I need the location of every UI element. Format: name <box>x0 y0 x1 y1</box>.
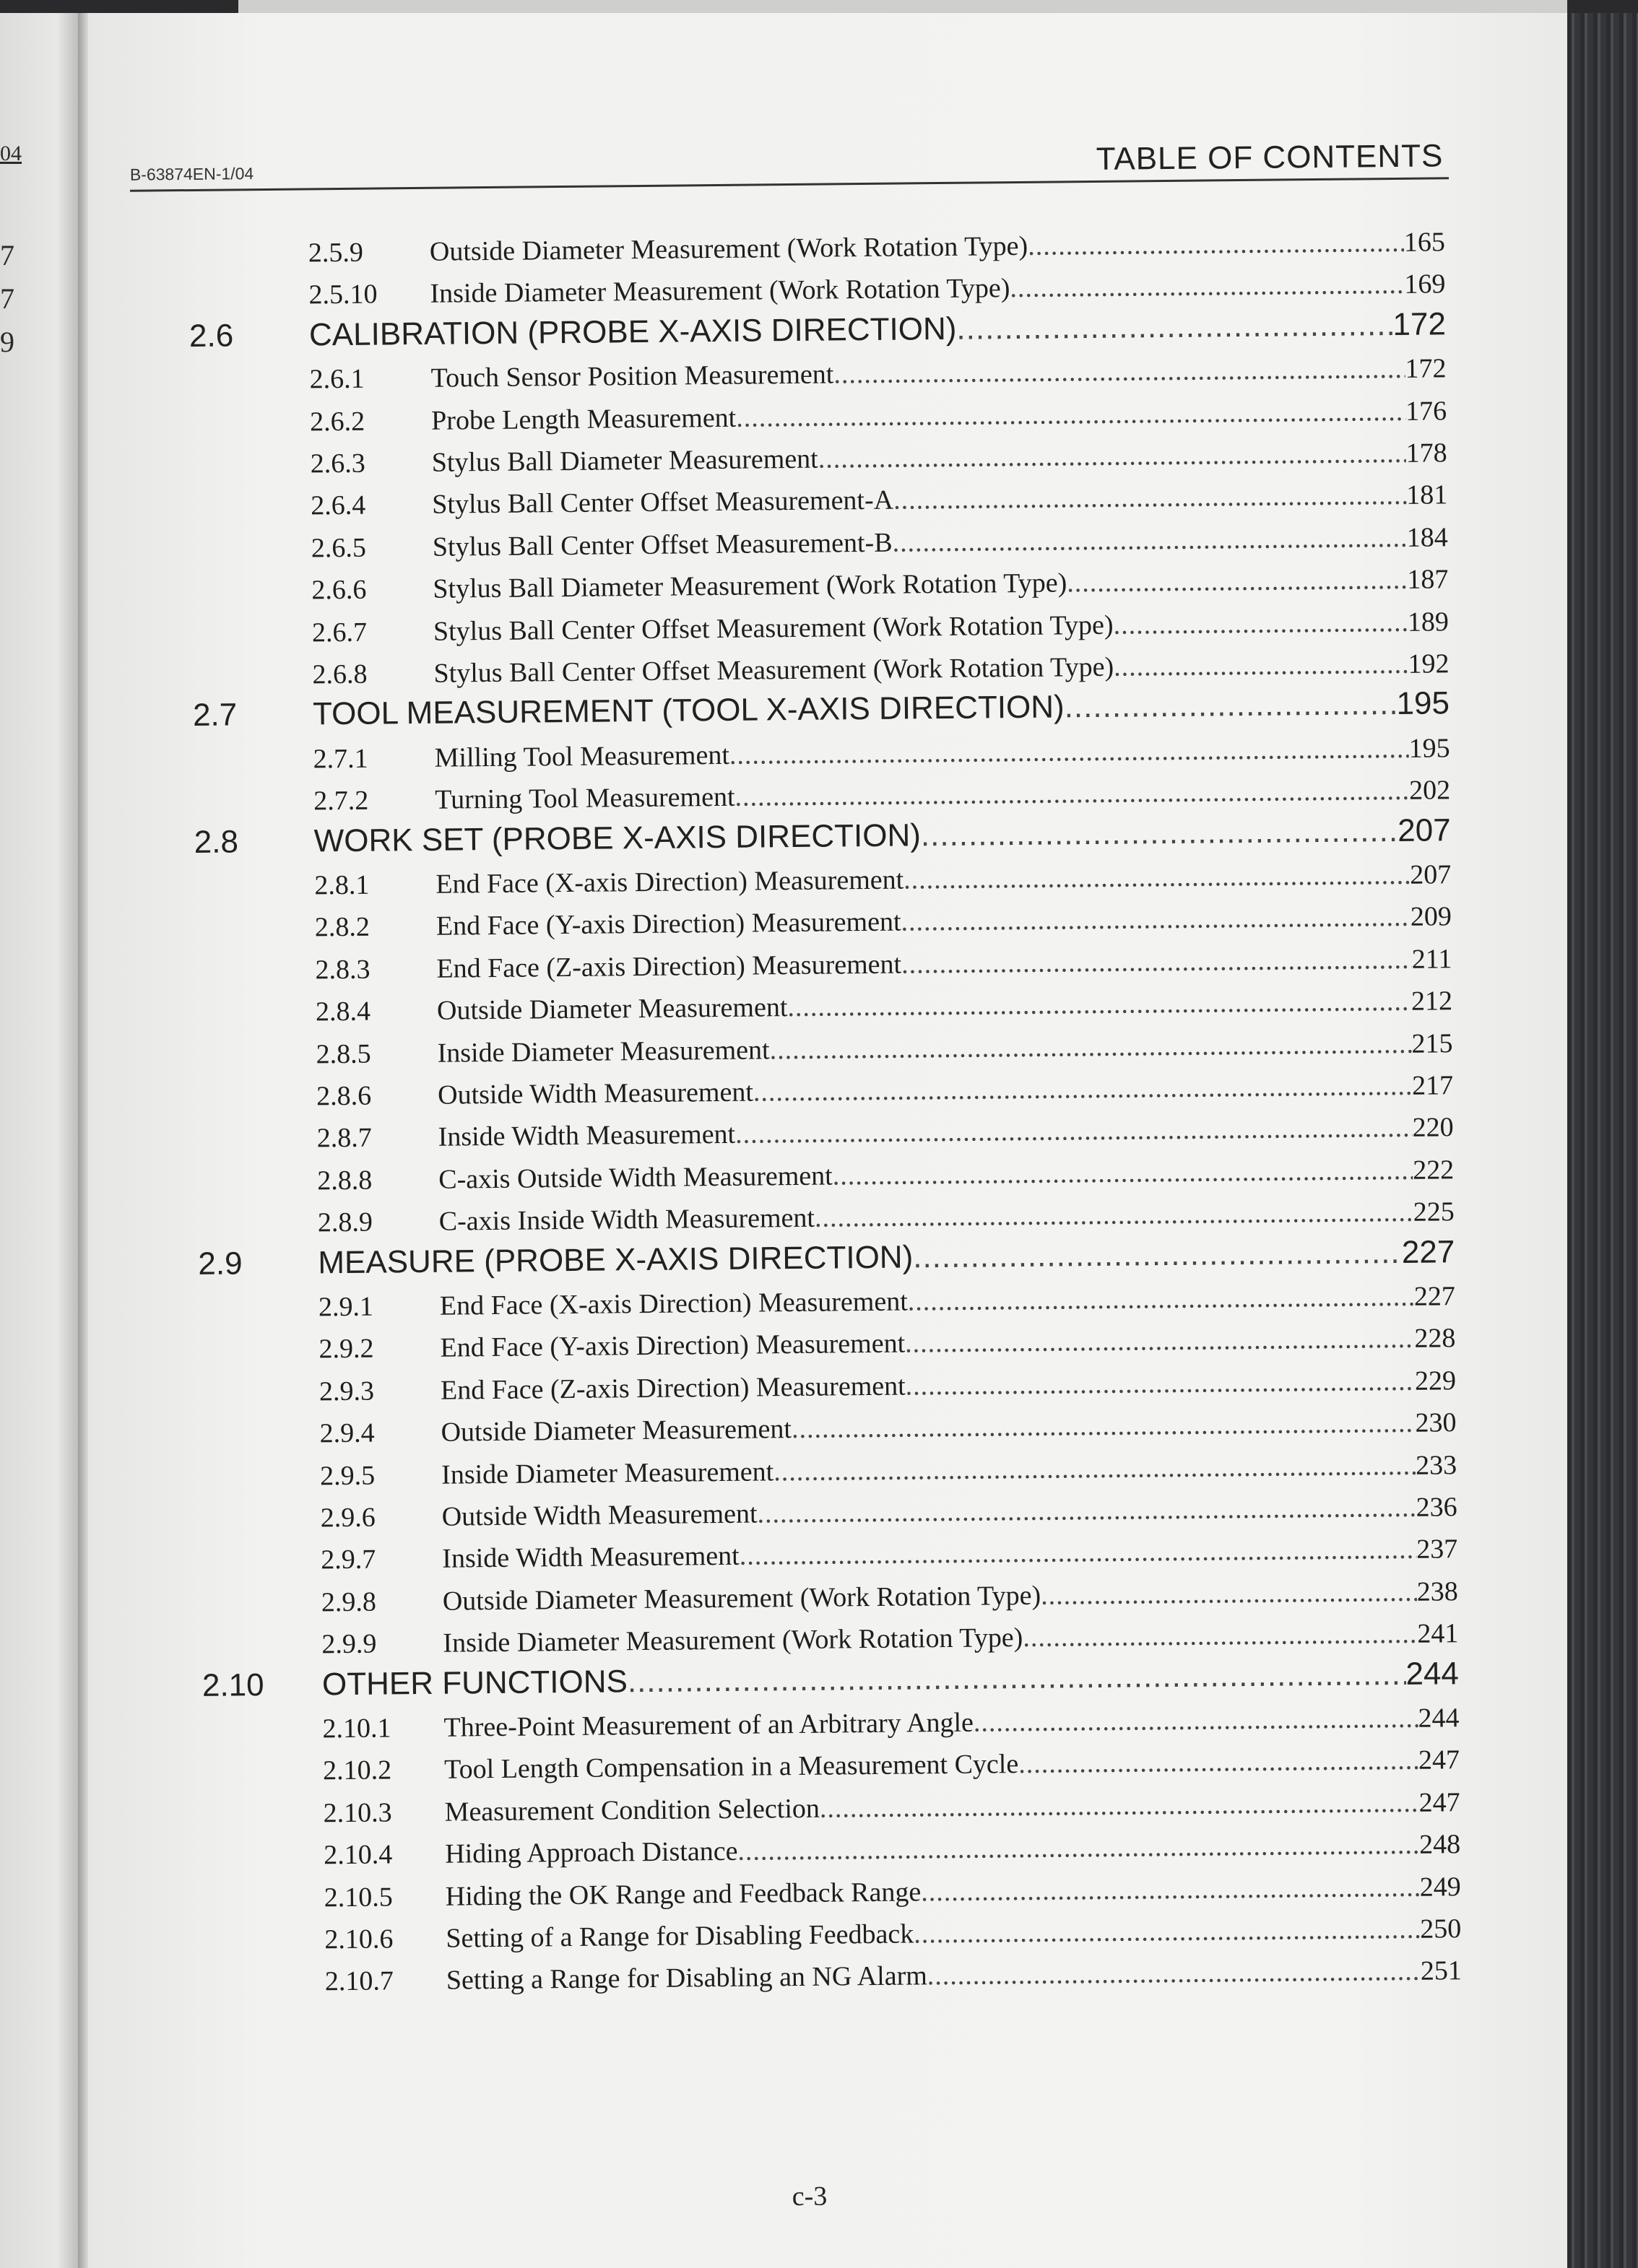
toc-subsection-entry <box>319 1407 1456 1449</box>
toc-entry-title: Outside Width Measurement <box>437 1077 754 1111</box>
toc-dot-leader <box>740 1534 1417 1572</box>
toc-entry-page: 187 <box>1407 564 1449 596</box>
toc-subsection-entry <box>324 1913 1461 1955</box>
toc-entry-number: 2.9.5 <box>319 1460 376 1491</box>
toc-entry-number: 2.9 <box>198 1245 243 1282</box>
toc-entry-number: 2.7 <box>192 697 238 734</box>
toc-entry-page: 189 <box>1407 606 1450 638</box>
toc-entry-page: 250 <box>1420 1913 1462 1945</box>
toc-entry-page: 230 <box>1415 1407 1457 1438</box>
toc-entry-number: 2.6.4 <box>311 490 366 521</box>
toc-entry-number: 2.8.2 <box>314 912 370 943</box>
toc-dot-leader <box>729 733 1409 771</box>
page-section-title: TABLE OF CONTENTS <box>1096 138 1444 177</box>
toc-dot-leader <box>818 438 1406 475</box>
toc-entry-number: 2.6 <box>188 318 234 354</box>
toc-subsection-entry <box>323 1786 1460 1829</box>
toc-entry-page: 212 <box>1410 986 1453 1017</box>
toc-subsection-entry <box>313 732 1450 775</box>
toc-entry-title: Setting a Range for Disabling an NG Alarm <box>446 1960 928 1997</box>
toc-entry-page: 172 <box>1392 306 1447 342</box>
toc-entry-page: 222 <box>1412 1155 1455 1186</box>
toc-section-entry <box>189 306 1446 355</box>
toc-entry-page: 165 <box>1403 227 1446 258</box>
toc-dot-leader <box>737 1829 1419 1867</box>
toc-entry-title: Stylus Ball Center Offset Measurement (Work Rotation Type) <box>433 651 1114 689</box>
toc-entry-number: 2.6.8 <box>312 659 368 690</box>
toc-entry-title: Measurement Condition Selection <box>444 1793 820 1828</box>
toc-entry-title: Outside Diameter Measurement <box>436 992 788 1026</box>
toc-entry-title: End Face (X-axis Direction) Measurement <box>439 1286 908 1321</box>
toc-dot-leader <box>921 1871 1420 1908</box>
toc-dot-leader <box>1041 1576 1417 1612</box>
toc-entry-page: 211 <box>1411 944 1452 975</box>
toc-dot-leader <box>757 1492 1416 1530</box>
toc-dot-leader <box>1113 606 1408 640</box>
toc-entry-number: 2.7.1 <box>313 743 368 775</box>
toc-dot-leader <box>1023 1618 1417 1654</box>
toc-entry-title: Three-Point Measurement of an Arbitrary Angle <box>443 1707 974 1743</box>
toc-entry-page: 209 <box>1410 901 1452 933</box>
header-rule <box>130 177 1449 192</box>
toc-subsection-entry <box>321 1534 1457 1576</box>
toc-dot-leader <box>1010 269 1404 304</box>
toc-subsection-entry <box>311 437 1447 479</box>
toc-subsection-entry <box>313 774 1450 817</box>
toc-entry-title: Inside Width Measurement <box>442 1541 740 1575</box>
toc-entry-page: 228 <box>1414 1323 1456 1355</box>
toc-entry-number: 2.10.4 <box>324 1839 393 1871</box>
toc-entry-page: 233 <box>1415 1449 1457 1481</box>
toc-entry-number: 2.9.7 <box>321 1544 376 1576</box>
toc-entry-number: 2.9.3 <box>318 1376 375 1407</box>
toc-dot-leader <box>734 775 1409 813</box>
toc-subsection-entry <box>318 1280 1455 1323</box>
toc-section-entry <box>198 1234 1455 1282</box>
toc-entry-number: 2.10.3 <box>323 1797 392 1829</box>
toc-subsection-entry <box>308 269 1445 311</box>
toc-entry-title: Inside Diameter Measurement <box>437 1034 770 1069</box>
toc-entry-page: 237 <box>1416 1534 1458 1565</box>
toc-dot-leader <box>956 307 1393 347</box>
toc-entry-number: 2.8 <box>194 823 239 860</box>
left-page-fragment: 9 <box>0 326 14 358</box>
toc-entry-page: 178 <box>1405 438 1447 469</box>
toc-subsection-entry <box>309 352 1446 395</box>
toc-entry-page: 227 <box>1413 1281 1456 1312</box>
toc-dot-leader <box>787 986 1411 1023</box>
toc-entry-title: OTHER FUNCTIONS <box>321 1663 628 1702</box>
toc-entry-number: 2.8.8 <box>317 1165 373 1196</box>
toc-entry-title: TOOL MEASUREMENT (TOOL X-AXIS DIRECTION) <box>312 689 1065 732</box>
toc-entry-title: Hiding the OK Range and Feedback Range <box>445 1876 922 1912</box>
toc-entry-title: Turning Tool Measurement <box>435 781 735 815</box>
toc-subsection-entry <box>311 521 1448 564</box>
toc-entry-page: 244 <box>1418 1703 1460 1734</box>
left-page-fragment: 04 <box>0 142 22 165</box>
toc-entry-number: 2.6.1 <box>309 363 365 395</box>
toc-entry-number: 2.8.9 <box>317 1207 373 1238</box>
toc-entry-title: C-axis Outside Width Measurement <box>438 1160 833 1195</box>
toc-entry-page: 181 <box>1406 479 1448 511</box>
toc-entry-number: 2.8.4 <box>315 996 371 1027</box>
toc-entry-number: 2.10 <box>202 1667 264 1703</box>
toc-dot-leader <box>1064 686 1396 725</box>
toc-entry-number: 2.10.7 <box>324 1965 394 1997</box>
toc-entry-page: 215 <box>1411 1027 1453 1059</box>
toc-entry-number: 2.9.1 <box>318 1291 374 1323</box>
toc-entry-title: Stylus Ball Center Offset Measurement-A <box>432 485 894 521</box>
document-code: B-63874EN-1/04 <box>129 164 254 184</box>
toc-entry-page: 195 <box>1408 733 1450 764</box>
toc-subsection-entry <box>308 226 1445 269</box>
toc-entry-page: 251 <box>1420 1955 1462 1987</box>
toc-entry-title: Inside Diameter Measurement (Work Rotation Type) <box>430 273 1010 310</box>
toc-entry-page: 217 <box>1411 1070 1454 1101</box>
toc-entry-number: 2.8.7 <box>316 1123 372 1154</box>
toc-entry-title: Outside Width Measurement <box>441 1498 758 1532</box>
toc-entry-title: Outside Diameter Measurement (Work Rotation Type) <box>429 230 1028 267</box>
toc-entry-page: 169 <box>1404 269 1446 300</box>
toc-entry-title: End Face (Y-axis Direction) Measurement <box>436 906 901 942</box>
toc-subsection-entry <box>312 648 1449 690</box>
toc-entry-page: 248 <box>1418 1829 1461 1860</box>
toc-dot-leader <box>905 1323 1415 1360</box>
toc-dot-leader <box>833 353 1405 391</box>
toc-entry-page: 172 <box>1405 353 1447 385</box>
toc-dot-leader <box>927 1955 1421 1992</box>
toc-entry-page: 195 <box>1396 685 1450 722</box>
toc-dot-leader <box>921 813 1398 853</box>
toc-subsection-entry <box>316 1027 1452 1070</box>
toc-entry-title: Setting of a Range for Disabling Feedback <box>446 1919 914 1954</box>
toc-dot-leader <box>893 479 1407 516</box>
toc-entry-title: C-axis Inside Width Measurement <box>438 1202 815 1237</box>
toc-dot-leader <box>914 1913 1420 1950</box>
toc-entry-number: 2.8.6 <box>316 1080 372 1112</box>
toc-entry-number: 2.9.2 <box>318 1334 374 1365</box>
toc-entry-page: 227 <box>1401 1233 1455 1270</box>
toc-subsection-entry <box>315 901 1452 944</box>
toc-entry-number: 2.6.2 <box>309 406 365 437</box>
toc-subsection-entry <box>321 1491 1457 1534</box>
toc-dot-leader <box>908 1281 1415 1318</box>
toc-entry-number: 2.9.8 <box>321 1586 377 1618</box>
toc-entry-number: 2.10.6 <box>324 1924 394 1955</box>
toc-entry-number: 2.8.3 <box>315 954 370 986</box>
toc-entry-number: 2.10.5 <box>324 1881 393 1913</box>
toc-entry-title: CALIBRATION (PROBE X-AXIS DIRECTION) <box>308 310 957 353</box>
toc-dot-leader <box>736 395 1405 433</box>
toc-subsection-entry <box>316 985 1452 1027</box>
toc-entry-title: Hiding Approach Distance <box>445 1835 738 1869</box>
page-number: c-3 <box>792 2181 828 2212</box>
toc-dot-leader <box>820 1787 1419 1825</box>
toc-entry-title: End Face (X-axis Direction) Measurement <box>436 864 904 900</box>
toc-entry-title: Stylus Ball Center Offset Measurement-B <box>432 527 893 562</box>
toc-entry-number: 2.9.9 <box>321 1628 377 1660</box>
toc-entry-title: Inside Diameter Measurement (Work Rotation Type) <box>443 1622 1023 1659</box>
toc-dot-leader <box>1114 648 1408 683</box>
toc-entry-title: Inside Diameter Measurement <box>441 1456 774 1490</box>
toc-entry-number: 2.6.5 <box>311 532 367 564</box>
toc-subsection-entry <box>321 1617 1458 1660</box>
toc-dot-leader <box>815 1196 1413 1234</box>
toc-entry-page: 249 <box>1419 1871 1461 1903</box>
toc-section-entry <box>202 1656 1459 1704</box>
toc-subsection-entry <box>318 1196 1455 1238</box>
toc-entry-page: 247 <box>1418 1745 1460 1776</box>
toc-entry-number: 2.8.1 <box>314 869 370 901</box>
left-page-fragment: 7 <box>0 239 14 271</box>
toc-entry-page: 176 <box>1405 395 1447 427</box>
toc-entry-page: 229 <box>1414 1365 1457 1396</box>
toc-entry-page: 225 <box>1413 1196 1455 1228</box>
toc-entry-number: 2.5.10 <box>308 279 378 310</box>
toc-subsection-entry <box>320 1449 1457 1492</box>
toc-entry-number: 2.8.5 <box>316 1038 371 1069</box>
toc-entry-page: 192 <box>1408 648 1450 679</box>
toc-entry-page: 207 <box>1410 859 1452 890</box>
toc-entry-page: 244 <box>1405 1655 1460 1692</box>
toc-subsection-entry <box>318 1323 1455 1365</box>
toc-entry-page: 236 <box>1416 1492 1457 1523</box>
toc-dot-leader <box>904 859 1410 896</box>
toc-entry-title: Inside Width Measurement <box>438 1119 736 1153</box>
toc-entry-title: Outside Diameter Measurement (Work Rotation Type) <box>442 1580 1041 1617</box>
toc-entry-number: 2.10.1 <box>322 1713 391 1745</box>
toc-entry-number: 2.5.9 <box>308 237 364 269</box>
toc-dot-leader <box>913 1235 1402 1275</box>
toc-entry-number: 2.6.6 <box>311 574 367 606</box>
toc-dot-leader <box>774 1449 1416 1487</box>
toc-entry-title: Stylus Ball Diameter Measurement <box>431 443 818 478</box>
toc-entry-title: Stylus Ball Diameter Measurement (Work Rotation Type) <box>433 568 1067 604</box>
toc-entry-page: 220 <box>1412 1112 1454 1144</box>
toc-entry-title: Outside Diameter Measurement <box>441 1414 792 1448</box>
toc-entry-page: 202 <box>1408 775 1451 806</box>
toc-dot-leader <box>905 1365 1415 1402</box>
toc-dot-leader <box>833 1155 1413 1192</box>
toc-entry-number: 2.10.2 <box>322 1755 392 1786</box>
toc-subsection-entry <box>315 943 1452 986</box>
toc-dot-leader <box>901 901 1410 938</box>
toc-entry-number: 2.7.2 <box>313 785 369 817</box>
toc-entry-page: 238 <box>1416 1576 1459 1607</box>
toc-entry-number: 2.9.6 <box>320 1502 376 1534</box>
toc-entry-page: 247 <box>1418 1786 1460 1818</box>
toc-subsection-entry <box>317 1154 1454 1196</box>
toc-subsection-entry <box>316 1112 1453 1155</box>
toc-subsection-entry <box>312 606 1449 648</box>
toc-dot-leader <box>974 1703 1418 1739</box>
toc-subsection-entry <box>322 1702 1459 1745</box>
toc-entry-title: WORK SET (PROBE X-AXIS DIRECTION) <box>313 817 922 859</box>
toc-entry-page: 184 <box>1406 522 1448 553</box>
toc-subsection-entry <box>311 479 1447 522</box>
toc-entry-title: Milling Tool Measurement <box>434 739 730 773</box>
toc-subsection-entry <box>310 395 1447 438</box>
toc-dot-leader <box>769 1027 1411 1066</box>
toc-section-entry <box>194 812 1451 861</box>
toc-subsection-entry <box>316 1069 1453 1112</box>
toc-dot-leader <box>892 522 1407 559</box>
toc-subsection-entry <box>314 859 1451 901</box>
toc-entry-number: 2.9.4 <box>319 1417 375 1449</box>
toc-entry-page: 207 <box>1398 812 1451 848</box>
toc-subsection-entry <box>319 1365 1456 1407</box>
toc-entry-number: 2.6.7 <box>311 617 368 648</box>
toc-entry-title: Probe Length Measurement <box>430 402 737 436</box>
toc-entry-number: 2.6.3 <box>310 448 365 479</box>
toc-subsection-entry <box>311 563 1448 606</box>
toc-entry-title: End Face (Z-axis Direction) Measurement <box>440 1370 906 1406</box>
toc-section-entry <box>193 686 1450 734</box>
toc-subsection-entry <box>324 1871 1461 1913</box>
toc-entry-title: End Face (Z-axis Direction) Measurement <box>436 949 902 984</box>
toc-dot-leader <box>1028 227 1404 262</box>
toc-dot-leader <box>1067 564 1407 599</box>
toc-dot-leader <box>753 1070 1413 1108</box>
left-page-fragment: 7 <box>0 282 14 315</box>
toc-dot-leader <box>735 1112 1413 1150</box>
toc-subsection-entry <box>324 1828 1460 1871</box>
toc-subsection-entry <box>323 1745 1460 1787</box>
toc-entry-title: Stylus Ball Center Offset Measurement (Work Rotation Type) <box>433 609 1114 647</box>
toc-dot-leader <box>792 1407 1416 1445</box>
toc-entry-title: Touch Sensor Position Measurement <box>430 359 834 394</box>
toc-dot-leader <box>1018 1745 1418 1780</box>
toc-entry-page: 241 <box>1417 1618 1459 1649</box>
toc-subsection-entry <box>325 1955 1462 1998</box>
toc-entry-title: End Face (Y-axis Direction) Measurement <box>440 1328 906 1364</box>
toc-dot-leader <box>901 944 1412 981</box>
toc-entry-title: Tool Length Compensation in a Measurement Cycle <box>443 1749 1019 1786</box>
toc-subsection-entry <box>321 1576 1458 1618</box>
toc-entry-title: MEASURE (PROBE X-AXIS DIRECTION) <box>318 1239 914 1280</box>
toc-dot-leader <box>628 1656 1406 1700</box>
